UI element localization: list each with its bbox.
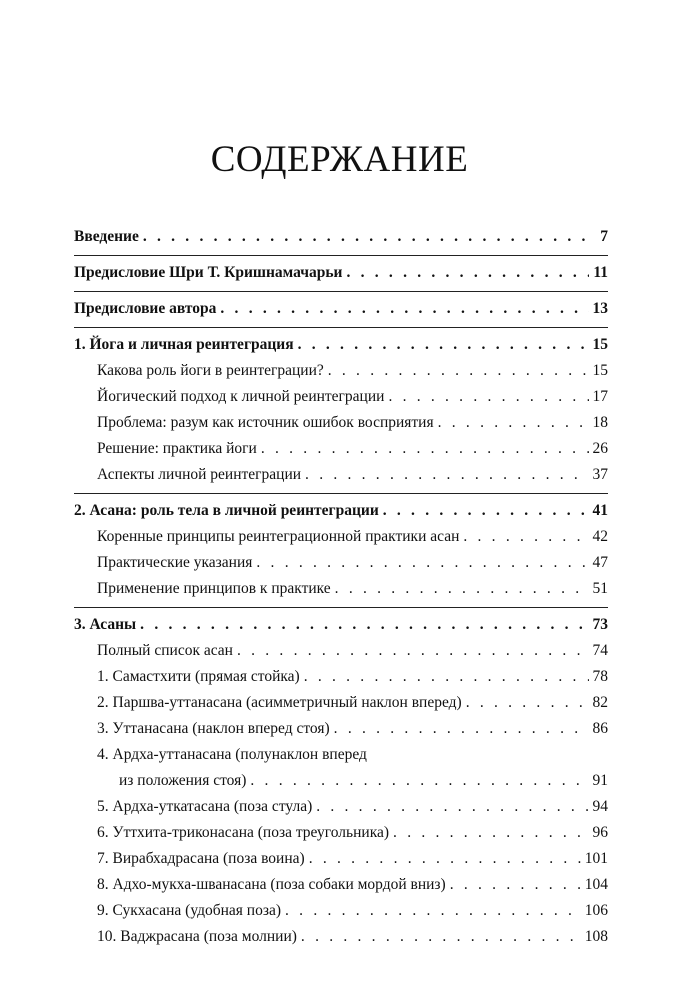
toc-entry-page: 78 bbox=[592, 668, 608, 685]
toc-entry-author-foreword[interactable] bbox=[74, 296, 608, 322]
toc-entry-page: 82 bbox=[592, 694, 608, 711]
toc-subentry[interactable] bbox=[74, 436, 608, 462]
toc-subentry[interactable] bbox=[74, 384, 608, 410]
toc-entry-page: 42 bbox=[592, 528, 608, 545]
toc-entry-title: 3. Асаны bbox=[74, 616, 137, 633]
toc-entry-page: 104 bbox=[584, 876, 608, 893]
toc-entry-page: 17 bbox=[592, 388, 608, 405]
toc-entry-title: Применение принципов к практике bbox=[97, 580, 331, 597]
divider bbox=[74, 291, 608, 292]
toc-entry-page: 13 bbox=[592, 300, 608, 317]
toc-subentry[interactable] bbox=[74, 462, 608, 488]
toc-entry-introduction[interactable] bbox=[74, 224, 608, 250]
divider bbox=[74, 255, 608, 256]
toc-subentry[interactable] bbox=[74, 716, 608, 742]
toc-entry-page: 15 bbox=[592, 336, 608, 353]
toc-entry-title: Решение: практика йоги bbox=[97, 440, 257, 457]
toc-entry-chapter-3[interactable] bbox=[74, 612, 608, 638]
toc-entry-page: 37 bbox=[592, 466, 608, 483]
toc-subentry[interactable] bbox=[74, 690, 608, 716]
toc-entry-title: Предисловие Шри Т. Кришнамачарьи bbox=[74, 264, 343, 281]
toc-entry-title: 9. Сукхасана (удобная поза) bbox=[97, 902, 282, 919]
divider bbox=[74, 327, 608, 328]
toc-entry-title: 1. Самастхити (прямая стойка) bbox=[97, 668, 300, 685]
toc-subentry[interactable] bbox=[74, 846, 608, 872]
toc-entry-title: 7. Вирабхадрасана (поза воина) bbox=[97, 850, 305, 867]
toc-subentry[interactable] bbox=[74, 576, 608, 602]
toc-entry-chapter-1[interactable] bbox=[74, 332, 608, 358]
toc-entry-page: 106 bbox=[584, 902, 608, 919]
toc-entry-title: 6. Уттхита-триконасана (поза треугольника) bbox=[97, 824, 390, 841]
toc-entry-page: 101 bbox=[584, 850, 608, 867]
toc-entry-chapter-2[interactable] bbox=[74, 498, 608, 524]
toc-entry-title: Коренные принципы реинтеграционной практики асан bbox=[97, 528, 460, 545]
toc-subentry[interactable] bbox=[74, 872, 608, 898]
divider bbox=[74, 493, 608, 494]
toc-entry-title: 10. Ваджрасана (поза молнии) bbox=[97, 928, 297, 945]
toc-subentry[interactable] bbox=[74, 664, 608, 690]
toc-entry-title: 8. Адхо-мукха-шванасана (поза собаки мордой вниз) bbox=[97, 876, 446, 893]
toc-entry-title: 5. Ардха-уткатасана (поза стула) bbox=[97, 798, 313, 815]
toc-entry-page: 26 bbox=[592, 440, 608, 457]
toc-entry-title: Какова роль йоги в реинтеграции? bbox=[97, 362, 324, 379]
toc-entry-page: 86 bbox=[592, 720, 608, 737]
toc-entry-page: 47 bbox=[592, 554, 608, 571]
toc-subentry[interactable] bbox=[74, 898, 608, 924]
toc-entry-title: 3. Уттанасана (наклон вперед стоя) bbox=[97, 720, 330, 737]
toc-entry-page: 51 bbox=[592, 580, 608, 597]
toc-entry-title: Предисловие автора bbox=[74, 300, 217, 317]
toc-entry-krishnamacharya-foreword[interactable] bbox=[74, 260, 608, 286]
toc-entry-title: 1. Йога и личная реинтеграция bbox=[74, 336, 294, 353]
toc-entry-page: 94 bbox=[592, 798, 608, 815]
toc-entry-page: 96 bbox=[592, 824, 608, 841]
toc-subentry[interactable] bbox=[74, 820, 608, 846]
divider bbox=[74, 607, 608, 608]
toc-subentry[interactable] bbox=[74, 410, 608, 436]
toc-subentry[interactable] bbox=[74, 794, 608, 820]
toc-entry-title-continued: из положения стоя) bbox=[119, 772, 247, 789]
toc-subentry[interactable] bbox=[74, 358, 608, 384]
toc-entry-title: Практические указания bbox=[97, 554, 253, 571]
toc-entry-title: Проблема: разум как источник ошибок восприятия bbox=[97, 414, 434, 431]
toc-subentry[interactable] bbox=[74, 924, 608, 950]
table-of-contents bbox=[74, 221, 608, 950]
toc-subentry[interactable] bbox=[74, 524, 608, 550]
toc-entry-title: Аспекты личной реинтеграции bbox=[97, 466, 302, 483]
toc-entry-page: 41 bbox=[592, 502, 608, 519]
toc-entry-title: 2. Асана: роль тела в личной реинтеграции bbox=[74, 502, 379, 519]
toc-entry-page: 11 bbox=[593, 264, 608, 281]
toc-entry-title: 4. Ардха-уттанасана (полунаклон вперед bbox=[97, 746, 367, 763]
toc-entry-page: 73 bbox=[592, 616, 608, 633]
toc-entry-title: Введение bbox=[74, 228, 139, 245]
toc-entry-page: 15 bbox=[592, 362, 608, 379]
page-title: СОДЕРЖАНИЕ bbox=[210, 139, 469, 180]
toc-entry-title: Йогический подход к личной реинтеграции bbox=[97, 388, 385, 405]
toc-entry-page: 108 bbox=[584, 928, 608, 945]
toc-entry-page: 18 bbox=[592, 414, 608, 431]
toc-entry-page: 74 bbox=[592, 642, 608, 659]
toc-entry-title: 2. Паршва-уттанасана (асимметричный наклон вперед) bbox=[97, 694, 462, 711]
toc-subentry[interactable] bbox=[74, 638, 608, 664]
toc-entry-page: 91 bbox=[592, 772, 608, 789]
toc-subentry-multiline[interactable] bbox=[74, 742, 608, 794]
toc-entry-title: Полный список асан bbox=[97, 642, 233, 659]
toc-entry-page: 7 bbox=[600, 228, 608, 245]
toc-subentry[interactable] bbox=[74, 550, 608, 576]
